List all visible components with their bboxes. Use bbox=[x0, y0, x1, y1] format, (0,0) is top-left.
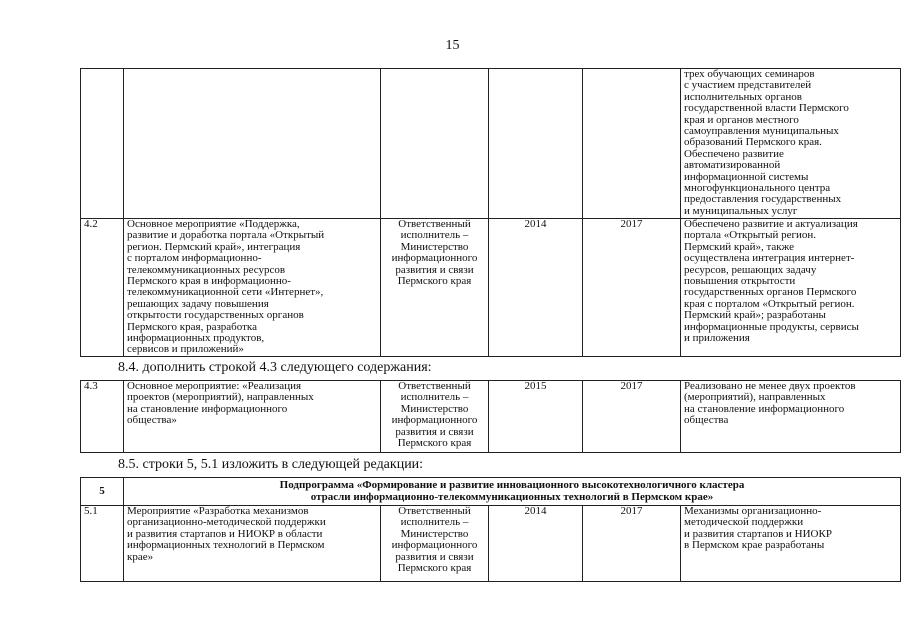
page-number: 15 bbox=[445, 38, 460, 53]
cell-result: Механизмы организационно- методической поддержки и развития стартапов и НИОКР в Пермском крае разработаны bbox=[681, 506, 901, 582]
cell-num: 4.2 bbox=[81, 219, 124, 357]
cell-year-end: 2017 bbox=[583, 506, 681, 582]
table-row-5 bbox=[81, 478, 901, 506]
instruction-replace-rows: 8.5. строки 5, 5.1 изложить в следующей редакции: bbox=[118, 457, 424, 472]
cell-executor: Ответственный исполнитель – Министерство информационного развития и связи Пермского края bbox=[381, 506, 489, 582]
cell-year-start: 2014 bbox=[489, 219, 583, 357]
cell-num: 5 bbox=[81, 478, 124, 506]
table-subprogram-5 bbox=[80, 477, 901, 582]
cell-executor: Ответственный исполнитель – Министерство информационного развития и связи Пермского края bbox=[381, 381, 489, 453]
cell-num: 4.3 bbox=[81, 381, 124, 453]
table-row-4-3-block bbox=[80, 380, 901, 453]
cell-name: Мероприятие «Разработка механизмов организационно-методической поддержки и развития стартапов и НИОКР в области информационных технологий в Пермском крае» bbox=[124, 506, 381, 582]
cell-year-end: 2017 bbox=[583, 381, 681, 453]
cell-name bbox=[124, 69, 381, 219]
instruction-add-row: 8.4. дополнить строкой 4.3 следующего содержания: bbox=[118, 360, 432, 375]
cell-year-end bbox=[583, 69, 681, 219]
cell-result: Обеспечено развитие и актуализация портала «Открытый регион. Пермский край», также осуществлена интеграция интернет- ресурсов, решающих задачу повышения открытости государственных органов Пермского края с порталом «Открытый регион. Пермский край»; разработаны информационные продукты, сервисы и приложения bbox=[681, 219, 901, 357]
cell-name: Основное мероприятие «Поддержка, развитие и доработка портала «Открытый регион. Пермский край», интеграция с порталом информационно- телекоммуникационных ресурсов Пермского края в информационно- телекоммуникационной сети «Интернет», решающих задачу повышения открытости государственных органов Пермского края, разработка информационных продуктов, сервисов и приложений» bbox=[124, 219, 381, 357]
table-row-4-2 bbox=[81, 219, 901, 357]
cell-executor: Ответственный исполнитель – Министерство информационного развития и связи Пермского края bbox=[381, 219, 489, 357]
table-continued bbox=[80, 68, 901, 357]
cell-year-start bbox=[489, 69, 583, 219]
table-row-5-1 bbox=[81, 506, 901, 582]
cell-year-end: 2017 bbox=[583, 219, 681, 357]
cell-year-start: 2015 bbox=[489, 381, 583, 453]
table-row-4-3 bbox=[81, 381, 901, 453]
cell-executor bbox=[381, 69, 489, 219]
cell-year-start: 2014 bbox=[489, 506, 583, 582]
cell-result: трех обучающих семинаров с участием представителей исполнительных органов государственной власти Пермского края и органов местного самоуправления муниципальных образований Пермского края. Обеспечено развитие автоматизированной информационной системы многофункционального центра предоставления государственных и муниципальных услуг bbox=[681, 69, 901, 219]
cell-num bbox=[81, 69, 124, 219]
cell-result: Реализовано не менее двух проектов (мероприятий), направленных на становление информационного общества bbox=[681, 381, 901, 453]
cell-subprogram-title: Подпрограмма «Формирование и развитие инновационного высокотехнологичного кластера отрасли информационно-телекоммуникационных технологий в Пермском крае» bbox=[124, 478, 901, 506]
cell-name: Основное мероприятие: «Реализация проектов (мероприятий), направленных на становление информационного общества» bbox=[124, 381, 381, 453]
cell-num: 5.1 bbox=[81, 506, 124, 582]
table-row-continuation bbox=[81, 69, 901, 219]
